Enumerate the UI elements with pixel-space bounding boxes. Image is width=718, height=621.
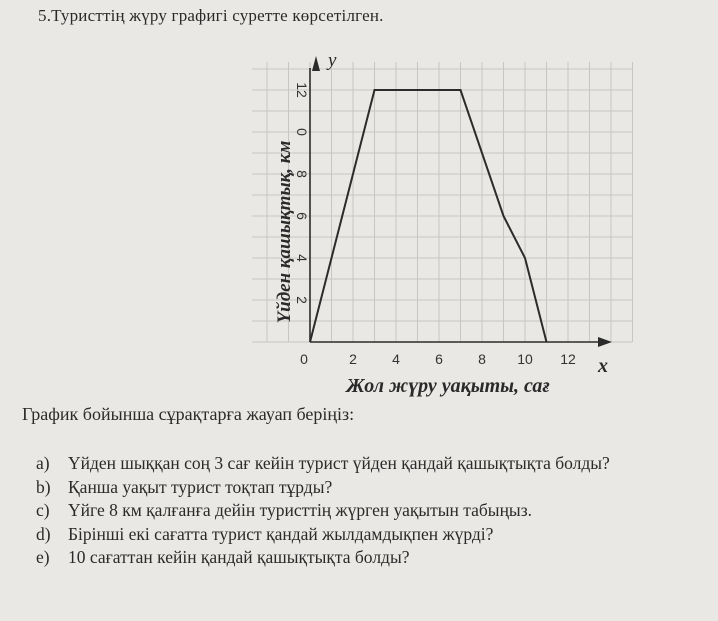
x-tick-label: 6 bbox=[435, 351, 443, 367]
y-axis-letter: y bbox=[328, 50, 337, 71]
question-text: Үйден шыққан соң 3 сағ кейін турист үйден қандай қашықтықта болды? bbox=[68, 453, 610, 473]
x-tick-label: 10 bbox=[517, 351, 533, 367]
y-tick-label: 0 bbox=[294, 128, 310, 136]
x-tick-label: 12 bbox=[560, 351, 576, 367]
x-tick-label: 4 bbox=[392, 351, 400, 367]
y-tick-label: 8 bbox=[294, 170, 310, 178]
question-letter: c) bbox=[36, 500, 50, 520]
x-tick-label: 2 bbox=[349, 351, 357, 367]
y-tick-label: 6 bbox=[294, 212, 310, 220]
x-axis-label: Жол жүру уақыты, сағ bbox=[346, 375, 550, 397]
x-axis-arrow bbox=[598, 337, 612, 347]
x-tick-labels bbox=[300, 351, 576, 367]
y-tick-labels bbox=[294, 82, 310, 304]
question-item bbox=[36, 476, 610, 500]
y-axis-arrow bbox=[312, 56, 320, 71]
questions-list bbox=[36, 452, 610, 570]
question-letter: d) bbox=[36, 523, 51, 544]
question-letter: b) bbox=[36, 476, 51, 497]
question-item bbox=[36, 499, 610, 523]
question-text: 10 сағаттан кейін қандай қашықтықта болды? bbox=[68, 547, 410, 567]
question-letter: e) bbox=[36, 547, 50, 567]
y-tick-label: 2 bbox=[294, 296, 310, 304]
question-text: Үйге 8 км қалғанға дейін туристтің жүрген уақытын табыңыз. bbox=[68, 500, 532, 520]
x-tick-label: 8 bbox=[478, 351, 486, 367]
y-tick-label: 12 bbox=[294, 82, 310, 98]
question-text: Бірінші екі сағатта турист қандай жылдамдықпен жүрді? bbox=[68, 523, 494, 544]
question-item bbox=[36, 546, 610, 570]
question-item bbox=[36, 523, 610, 547]
problem-heading: 5.Туристтің жүру графигі суретте көрсетілген. bbox=[38, 6, 384, 25]
x-tick-label: 0 bbox=[300, 351, 308, 367]
y-tick-label: 4 bbox=[294, 254, 310, 262]
questions-intro: График бойынша сұрақтарға жауап беріңіз: bbox=[22, 404, 355, 424]
question-letter: a) bbox=[36, 453, 50, 473]
question-item bbox=[36, 452, 610, 476]
y-axis-label: Үйден қашықтық, км bbox=[274, 140, 295, 324]
x-axis-letter: x bbox=[598, 355, 608, 377]
question-text: Қанша уақыт турист тоқтап тұрды? bbox=[68, 476, 333, 497]
